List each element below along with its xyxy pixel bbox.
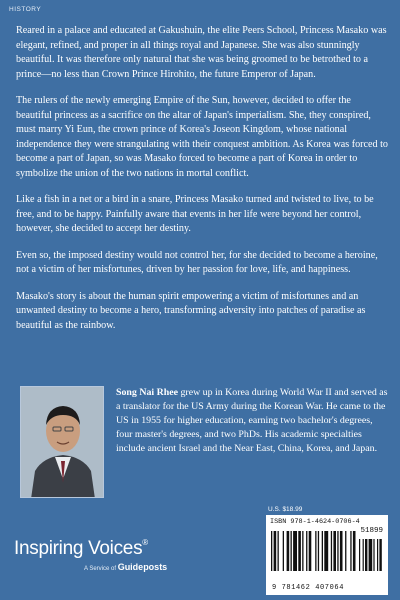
barcode-addon-bar xyxy=(363,539,364,571)
barcode-bar xyxy=(337,531,338,571)
barcode-bar xyxy=(345,531,346,571)
publisher-name: Inspiring Voices® xyxy=(14,538,148,559)
barcode-bar xyxy=(278,531,279,571)
barcode-bar xyxy=(302,531,303,571)
barcode-bar xyxy=(271,531,272,571)
author-photo xyxy=(20,386,104,498)
blurb-paragraph: Masako's story is about the human spirit empowering a victim of misfortunes and an unwanted destiny to become a hero, transforming adversity into patches of paradise as beautiful as the rainbow. xyxy=(16,290,366,331)
ean-digits: 9 781462 407064 xyxy=(272,584,345,592)
publisher-brand: Guideposts xyxy=(117,562,168,572)
author-portrait-image xyxy=(21,387,104,498)
barcode-bar xyxy=(318,531,319,571)
barcode-bar xyxy=(298,531,301,571)
blurb-paragraph: The rulers of the newly emerging Empire of the Sun, however, decided to offer the beautiful princess as a sacrifice on the altar of Japan's imperialism. She, they conspired, must marry Yi Eun, the crown prince of Korea's Joseon Kingdom, whose national independence they were strangulating with their conquest ambition. As Korea was forced to become a part of Japan, so was Masako forced to become a part of Korea in order to symbolize the union of the two nations in mortal conflict. xyxy=(16,95,388,179)
barcode-bar xyxy=(283,531,284,571)
barcode-bar xyxy=(350,531,351,571)
barcode-bar xyxy=(293,531,297,571)
isbn-barcode xyxy=(266,515,388,595)
barcode-addon-bar xyxy=(369,539,373,571)
barcode-bar xyxy=(322,531,323,571)
price-label: U.S. $18.99 xyxy=(268,506,303,513)
price-addon-code: 51899 xyxy=(360,527,383,535)
barcode-bar xyxy=(324,531,328,571)
barcode-addon-bar xyxy=(377,539,378,571)
barcode-addon-bar xyxy=(365,539,367,571)
blurb-paragraph: Reared in a palace and educated at Gakushuin, the elite Peers School, Princess Masako was elegant, refined, and proper in all things royal and Japanese. She was also stunningly beautiful. It was therefore only natural that she was being groomed to be betrothed to a prince—no less than Crown Prince Hirohito, the future Emperor of Japan. xyxy=(16,25,387,80)
category-label: HISTORY xyxy=(9,6,42,13)
barcode-bar xyxy=(353,531,356,571)
barcode-bar xyxy=(287,531,290,571)
barcode-bar xyxy=(333,531,336,571)
back-cover-blurb xyxy=(16,24,388,345)
registered-mark: ® xyxy=(142,538,148,547)
isbn-number: ISBN 978-1-4624-0706-4 xyxy=(270,518,360,526)
author-bio xyxy=(116,386,390,456)
author-bio-text: grew up in Korea during World War II and served as a translator for the US Army during the Korean War. He came to the US in 1955 for higher education, earning two bachelor's degrees, four master's degrees, and two PhDs. His academic specialties include ancient Israel and the Near East, China, Korea, and Japan. xyxy=(116,387,388,455)
barcode-bar xyxy=(309,531,312,571)
author-name: Song Nai Rhee xyxy=(116,387,178,398)
barcode-bar xyxy=(340,531,343,571)
barcode-addon-bar xyxy=(379,539,381,571)
barcode-bar xyxy=(306,531,307,571)
publisher-logo xyxy=(14,538,168,572)
barcode-bar xyxy=(274,531,277,571)
barcode-addon-bar xyxy=(359,539,360,571)
barcode-bar xyxy=(315,531,316,571)
barcode-addon-bar xyxy=(373,539,374,571)
barcode-bars xyxy=(269,527,385,583)
blurb-paragraph: Even so, the imposed destiny would not control her, for she decided to become a heroine, not a victim of her misfortunes, driven by her passion for love, life, and happiness. xyxy=(16,249,378,276)
publisher-tagline: A Service of Guideposts xyxy=(84,562,168,572)
blurb-paragraph: Like a fish in a net or a bird in a snare, Princess Masako turned and twisted to live, to be free, and to be happy. Painfully aware that events in her life were beyond her control, however, she decided to accept her destiny. xyxy=(16,194,374,235)
barcode-bar xyxy=(291,531,292,571)
barcode-bar xyxy=(331,531,332,571)
